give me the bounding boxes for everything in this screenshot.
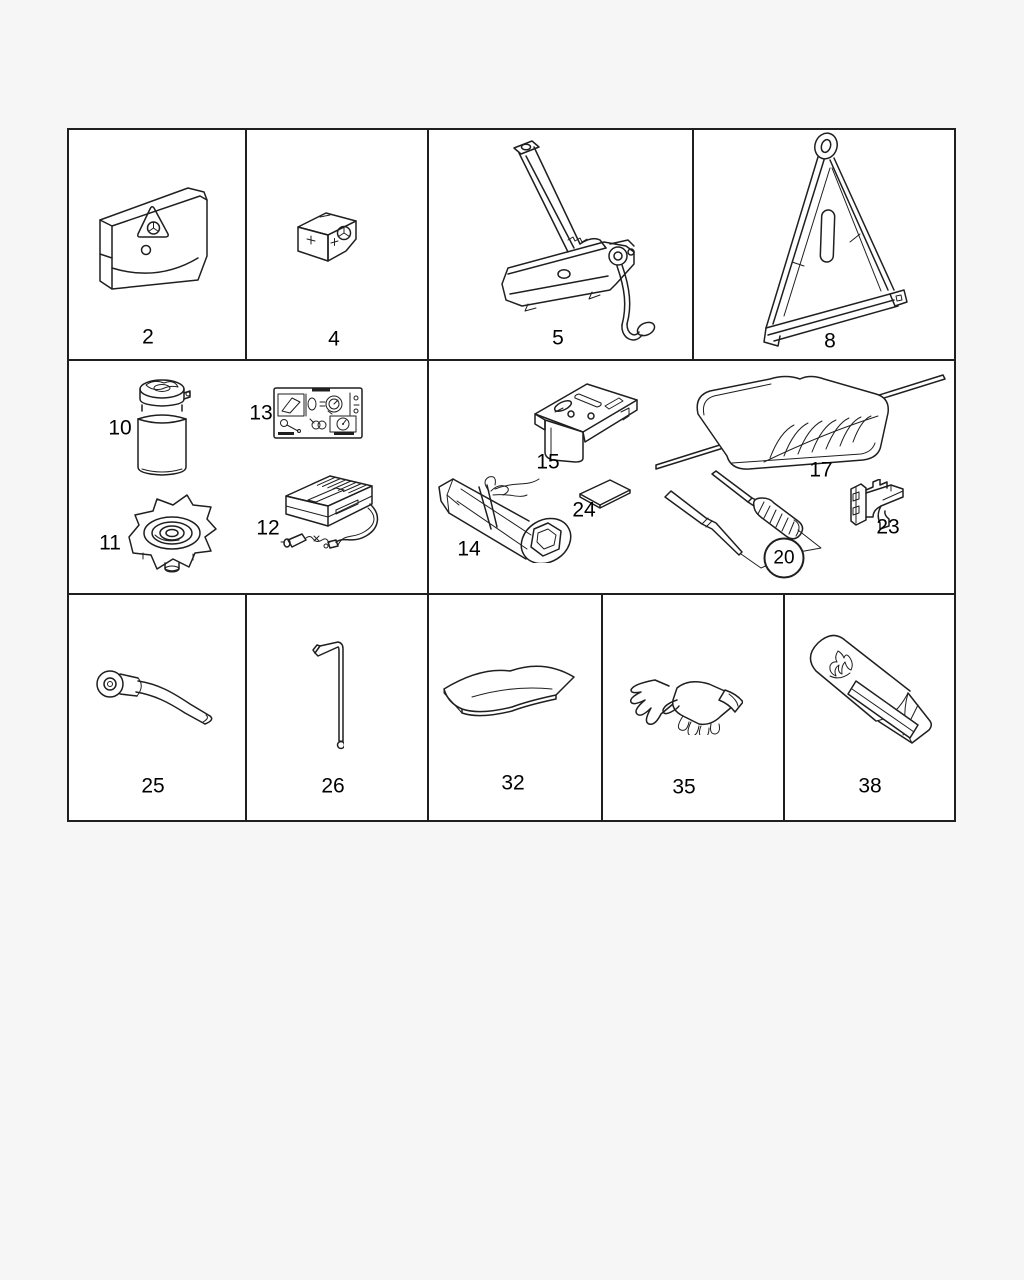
sealant-canister-drawing	[132, 375, 194, 479]
part-number-25[interactable]: 25	[141, 774, 165, 798]
tool-roll-drawing	[431, 457, 596, 563]
part-number-4[interactable]: 4	[328, 327, 340, 351]
part-number-20-circled[interactable]: 20	[764, 538, 805, 579]
warning-triangle-drawing	[750, 130, 910, 352]
part-number-12[interactable]: 12	[256, 516, 280, 540]
hex-key-drawing	[310, 637, 344, 755]
tool-bag-rod-drawing	[652, 370, 952, 480]
part-number-23[interactable]: 23	[876, 515, 900, 539]
part-number-26[interactable]: 26	[321, 774, 345, 798]
jack-drawing	[488, 136, 660, 354]
air-compressor-drawing	[278, 470, 380, 562]
grid-line	[427, 130, 429, 359]
first-aid-box-drawing	[88, 168, 218, 290]
grid-line	[427, 361, 429, 593]
grid-line	[69, 359, 954, 361]
grid-line	[69, 593, 954, 595]
parts-diagram-grid	[67, 128, 956, 822]
part-number-35[interactable]: 35	[672, 775, 696, 799]
fire-extinguisher-drawing	[800, 631, 936, 751]
part-number-38[interactable]: 38	[858, 774, 882, 798]
grid-line	[245, 595, 247, 820]
part-number-10[interactable]: 10	[108, 416, 132, 440]
bulb-box-drawing	[290, 205, 362, 263]
part-number-32[interactable]: 32	[501, 771, 525, 795]
part-number-13[interactable]: 13	[249, 401, 273, 425]
gloves-drawing	[625, 660, 743, 735]
grid-line	[601, 595, 603, 820]
part-number-14[interactable]: 14	[457, 537, 481, 561]
grid-line	[692, 130, 694, 359]
part-number-11[interactable]: 11	[99, 531, 121, 555]
part-number-5[interactable]: 5	[552, 326, 564, 350]
lug-wrench-drawing	[92, 664, 218, 730]
part-number-17[interactable]: 17	[809, 458, 833, 482]
grid-line	[427, 595, 429, 820]
cloth-drawing	[436, 651, 582, 725]
grid-line	[783, 595, 785, 820]
part-number-2[interactable]: 2	[142, 325, 154, 349]
instruction-label-drawing	[272, 385, 364, 441]
part-number-15[interactable]: 15	[536, 450, 560, 474]
part-number-8[interactable]: 8	[824, 329, 836, 353]
part-number-24[interactable]: 24	[572, 498, 596, 522]
wheel-bracket-drawing	[123, 491, 218, 575]
grid-line	[245, 130, 247, 359]
screwdriver-set-drawing	[658, 468, 833, 583]
